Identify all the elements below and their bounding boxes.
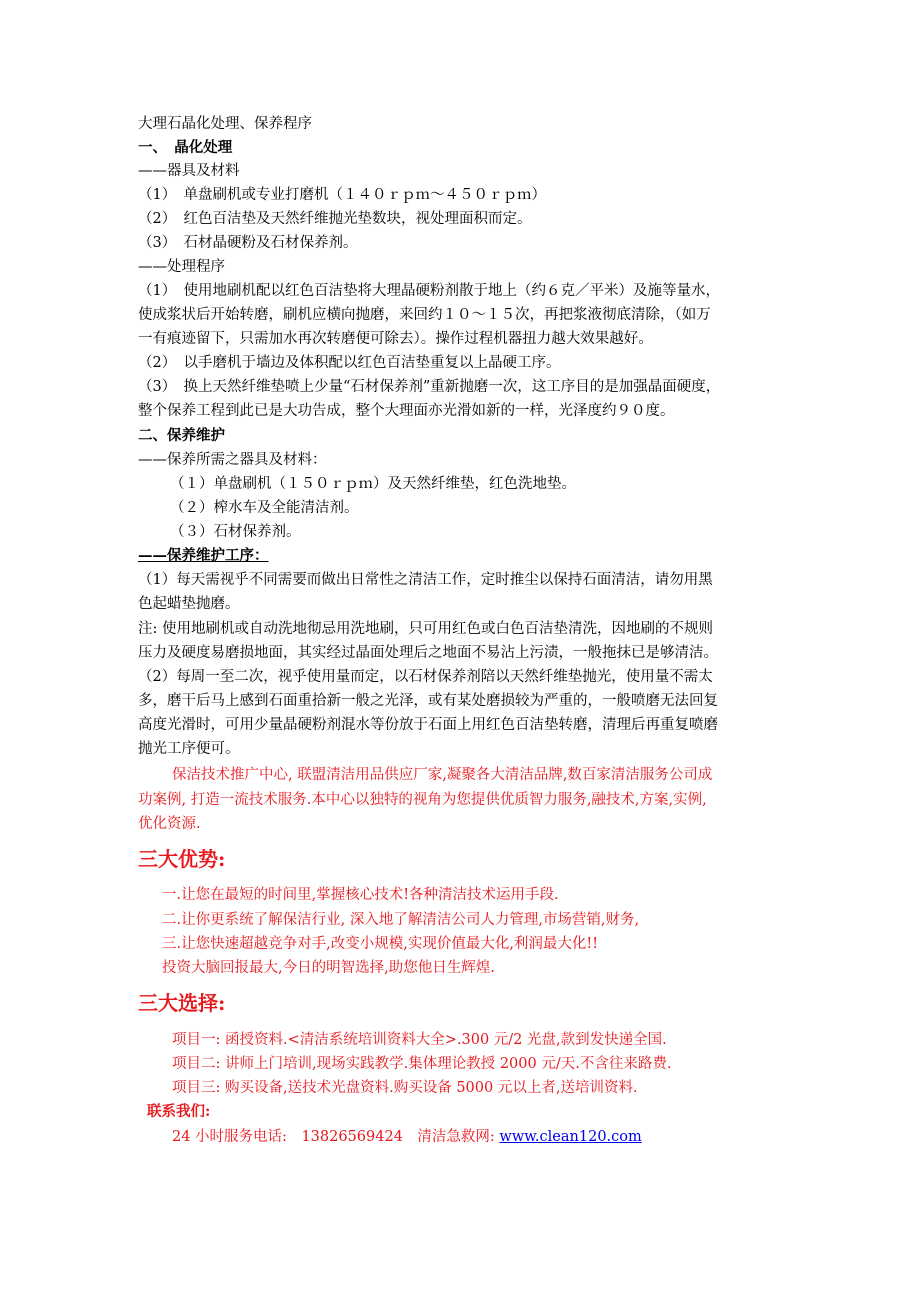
section2-step2-line: 高度光滑时，可用少量晶硬粉剂混水等份放于石面上用红色百洁垫转磨，清理后再重复喷磨: [138, 717, 718, 733]
section1-tools-heading: ——器具及材料: [138, 163, 240, 179]
section2-note-line: 压力及硬度易磨损地面，其实经过晶面处理后之地面不易沾上污渍，一般拖抹已是够清洁。: [138, 645, 718, 661]
section1-step1-line: （1） 使用地刷机配以红色百洁垫将大理晶硬粉剂散于地上（约６克／平米）及施等量水，: [138, 283, 720, 299]
contact-line: [172, 1127, 642, 1147]
choices-heading: 三大选择:: [138, 991, 226, 1015]
section1-step3-line: （3） 换上天然纤维垫喷上少量“石材保养剂”重新抛磨一次，这工序目的是加强晶面硬度，: [138, 379, 721, 395]
section1-step1-line: 使成浆状后开始转磨，刷机应横向抛磨，来回约１０～１５次，再把浆液彻底清除，（如万: [138, 307, 711, 323]
contact-heading: 联系我们:: [147, 1103, 211, 1120]
advantage-item: 二.让你更系统了解保洁行业, 深入地了解清洁公司人力管理,市场营销,财务,: [162, 912, 640, 928]
section2-step2-line: 抛光工序便可。: [138, 741, 240, 757]
ad-intro-line: 优化资源.: [138, 816, 201, 832]
section2-step2-line: （2）每周一至二次，视乎使用量而定，以石材保养剂陪以天然纤维垫抛光，使用量不需太: [138, 669, 713, 685]
section2-heading: 二、保养维护: [138, 427, 225, 444]
section2-step1-line: 色起蜡垫抛磨。: [138, 596, 240, 612]
advantage-item: 投资大脑回报最大,今日的明智选择,助您他日生辉煌.: [162, 960, 495, 976]
section1-step3-line: 整个保养工程到此已是大功告成，整个大理面亦光滑如新的一样，光泽度约９０度。: [138, 403, 675, 419]
section2-step1-line: （1）每天需视乎不同需要而做出日常性之清洁工作，定时推尘以保持石面清洁，请勿用黑: [138, 572, 713, 588]
choice-item: 项目二: 讲师上门培训,现场实践教学.集体理论教授 2000 元/天.不含往来路费.: [172, 1056, 672, 1072]
advantages-heading: 三大优势:: [138, 847, 226, 871]
section1-step2: （2） 以手磨机于墙边及体积配以红色百洁垫重复以上晶硬工序。: [138, 355, 561, 371]
section2-tool-item: （３）石材保养剂。: [170, 524, 301, 540]
ad-intro-line: 保洁技术推广中心, 联盟清洁用品供应厂家,凝聚各大清洁品牌,数百家清洁服务公司成: [172, 767, 713, 783]
section1-tool-item: （1） 单盘刷机或专业打磨机（１４０ｒｐｍ～４５０ｒｐｍ）: [138, 187, 546, 203]
section2-step2-line: 多，磨干后马上感到石面重拾新一般之光泽，或有某处磨损较为严重的，一般喷磨无法回复: [138, 693, 718, 709]
ad-intro-line: 功案例, 打造一流技术服务.本中心以独特的视角为您提供优质智力服务,融技术,方案,实例,: [138, 792, 707, 808]
doc-title: 大理石晶化处理、保养程序: [138, 116, 312, 132]
website-link[interactable]: www.clean120.com: [499, 1129, 642, 1145]
contact-phone-text: 24 小时服务电话: 13826569424 清洁急救网:: [172, 1129, 500, 1145]
section1-heading: 一、 晶化处理: [138, 139, 233, 156]
section1-tool-item: （2） 红色百洁垫及天然纤维抛光垫数块，视处理面积而定。: [138, 211, 532, 227]
section2-process-heading: ——保养维护工序：: [138, 547, 269, 564]
section2-note-line: 注: 使用地刷机或自动洗地彻忌用洗地刷，只可用红色或白色百洁垫清洗，因地刷的不规则: [138, 621, 713, 637]
choice-item: 项目三: 购买设备,送技术光盘资料.购买设备 5000 元以上者,送培训资料.: [172, 1080, 638, 1096]
section2-tool-item: （１）单盘刷机（１５０ｒｐｍ）及天然纤维垫，红色洗地垫。: [170, 476, 576, 492]
section1-step1-line: 一有痕迹留下，只需加水再次转磨便可除去）。操作过程机器扭力越大效果越好。: [138, 331, 653, 347]
section2-tools-heading: ——保养所需之器具及材料：: [138, 452, 327, 468]
section1-process-heading: ——处理程序: [138, 259, 225, 275]
section1-tool-item: （3） 石材晶硬粉及石材保养剂。: [138, 235, 358, 251]
section2-tool-item: （２）榨水车及全能清洁剂。: [170, 500, 359, 516]
advantage-item: 三.让您快速超越竞争对手,改变小规模,实现价值最大化,利润最大化!!: [162, 936, 599, 952]
choice-item: 项目一: 函授资料.<清洁系统培训资料大全>.300 元/2 光盘,款到发快递全国.: [172, 1032, 667, 1048]
advantage-item: 一.让您在最短的时间里,掌握核心技术!各种清洁技术运用手段.: [162, 887, 559, 903]
